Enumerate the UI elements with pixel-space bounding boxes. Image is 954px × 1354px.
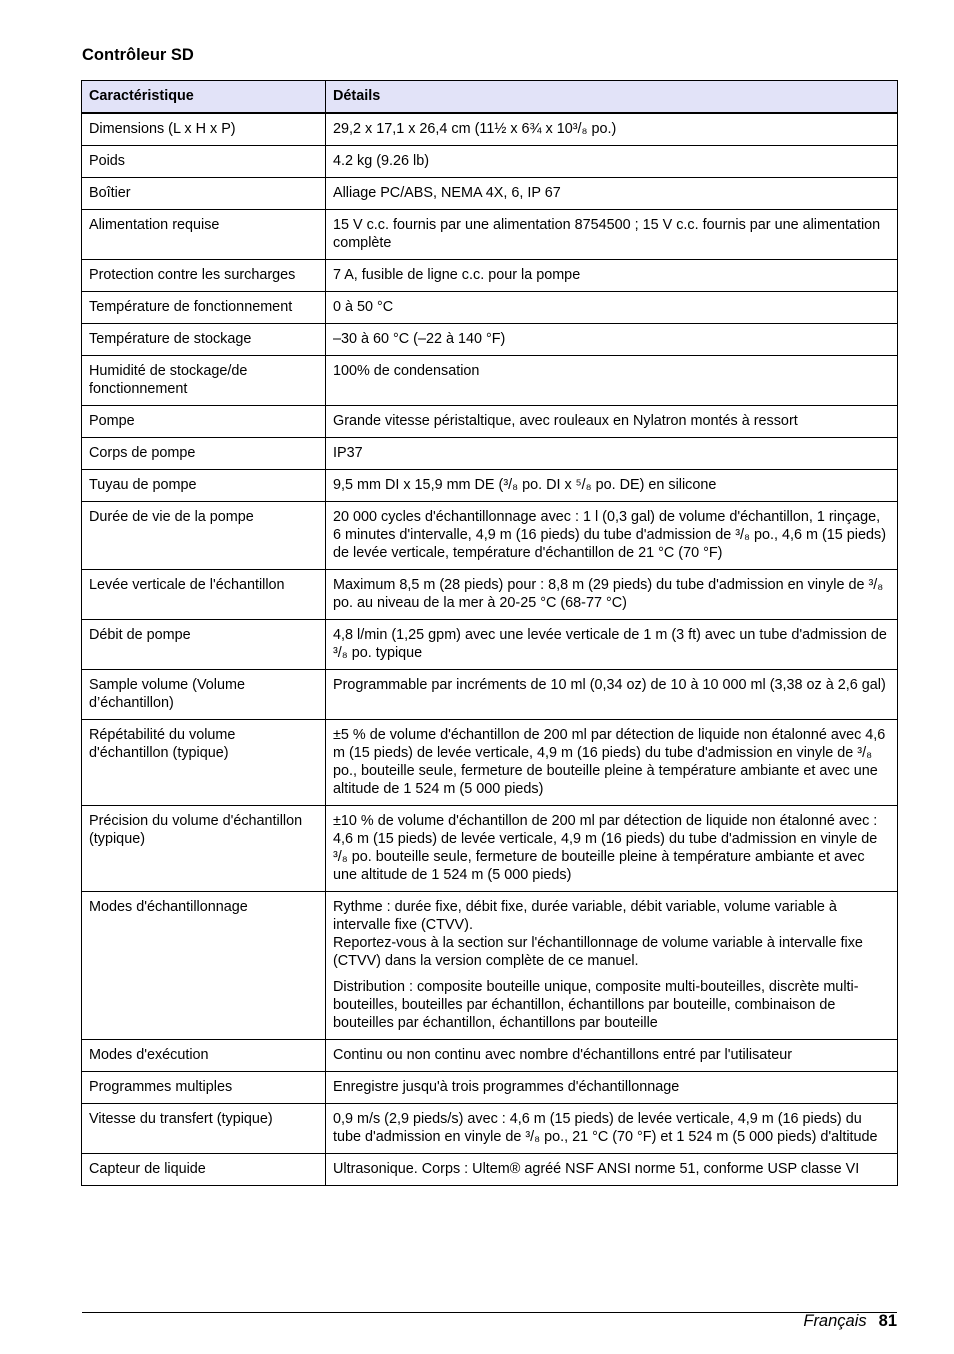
row-label: Poids: [82, 146, 326, 178]
table-row: [82, 670, 898, 720]
row-value: ±5 % de volume d'échantillon de 200 ml par détection de liquide non étalonné avec 4,6 m (15 pieds) de levée verticale, 4,9 m (16 pieds) du tube d'admission en vinyle de ³/₈ po., bouteille seule, fermeture de bouteille pleine à température ambiante et avec une altitude de 1 524 m (5 000 pieds): [326, 720, 898, 806]
row-label: Température de stockage: [82, 324, 326, 356]
row-value: 4.2 kg (9.26 lb): [326, 146, 898, 178]
row-label: Corps de pompe: [82, 438, 326, 470]
row-value: ±10 % de volume d'échantillon de 200 ml par détection de liquide non étalonné avec : 4,6 m (15 pieds) de levée verticale, 4,9 m (16 pieds) du tube d'admission en vinyle de ³/₈ po. bouteille seule, fermeture de bouteille pleine à température ambiante et avec une altitude de 1 524 m (5 000 pieds): [326, 806, 898, 892]
table-row: [82, 470, 898, 502]
table-row: [82, 438, 898, 470]
table-header-row: [82, 81, 898, 114]
row-label: Alimentation requise: [82, 210, 326, 260]
row-value: Grande vitesse péristaltique, avec rouleaux en Nylatron montés à ressort: [326, 406, 898, 438]
row-value: Programmable par incréments de 10 ml (0,34 oz) de 10 à 10 000 ml (3,38 oz à 2,6 gal): [326, 670, 898, 720]
table-row: [82, 146, 898, 178]
row-label: Programmes multiples: [82, 1072, 326, 1104]
table-row: [82, 210, 898, 260]
footer-rule: [82, 1312, 897, 1313]
row-value-line: Reportez-vous à la section sur l'échantillonnage de volume variable à intervalle fixe (CTVV) dans la version complète de ce manuel.: [333, 935, 863, 969]
footer-language: Français: [803, 1312, 867, 1330]
row-value: Continu ou non continu avec nombre d'échantillons entré par l'utilisateur: [326, 1040, 898, 1072]
row-label: Répétabilité du volume d'échantillon (typique): [82, 720, 326, 806]
row-value: 29,2 x 17,1 x 26,4 cm (11½ x 6¾ x 10³/₈ po.): [326, 113, 898, 146]
row-label: Pompe: [82, 406, 326, 438]
row-label: Capteur de liquide: [82, 1154, 326, 1186]
row-label: Vitesse du transfert (typique): [82, 1104, 326, 1154]
row-label: Modes d'échantillonnage: [82, 892, 326, 1040]
spec-table: [81, 80, 898, 1186]
row-value: 20 000 cycles d'échantillonnage avec : 1 l (0,3 gal) de volume d'échantillon, 1 rinçage, 6 minutes d'intervalle, 4,9 m (16 pieds) du tube d'admission de ³/₈ po., 4,6 m (15 pieds) de levée verticale, température d'échantillon de 21 °C (70 °F): [326, 502, 898, 570]
row-value: 0 à 50 °C: [326, 292, 898, 324]
table-row: [82, 570, 898, 620]
row-value: –30 à 60 °C (–22 à 140 °F): [326, 324, 898, 356]
row-label: Débit de pompe: [82, 620, 326, 670]
row-value: 100% de condensation: [326, 356, 898, 406]
row-label: Température de fonctionnement: [82, 292, 326, 324]
table-row: [82, 113, 898, 146]
row-value: 0,9 m/s (2,9 pieds/s) avec : 4,6 m (15 pieds) de levée verticale, 4,9 m (16 pieds) du tube d'admission en vinyle de ³/₈ po., 21 °C (70 °F) et 1 524 m (5 000 pieds) d'altitude: [326, 1104, 898, 1154]
table-row: [82, 620, 898, 670]
row-label: Précision du volume d'échantillon (typique): [82, 806, 326, 892]
row-value: Enregistre jusqu'à trois programmes d'échantillonnage: [326, 1072, 898, 1104]
table-row: [82, 406, 898, 438]
row-label: Dimensions (L x H x P): [82, 113, 326, 146]
row-value: IP37: [326, 438, 898, 470]
row-label: Tuyau de pompe: [82, 470, 326, 502]
table-row: [82, 260, 898, 292]
row-value: Alliage PC/ABS, NEMA 4X, 6, IP 67: [326, 178, 898, 210]
table-row: [82, 1072, 898, 1104]
row-label: Sample volume (Volume d’échantillon): [82, 670, 326, 720]
row-value: 7 A, fusible de ligne c.c. pour la pompe: [326, 260, 898, 292]
table-row: [82, 1154, 898, 1186]
row-label: Boîtier: [82, 178, 326, 210]
table-row: [82, 1040, 898, 1072]
row-value-line: Distribution : composite bouteille unique, composite multi-bouteilles, discrète multi-bouteilles, bouteilles par échantillon, échantillons par bouteille, combinaison de bouteilles par échantillon, échantillons par bouteille: [333, 979, 859, 1031]
row-label: Modes d'exécution: [82, 1040, 326, 1072]
table-row: [82, 720, 898, 806]
table-row: [82, 892, 898, 1040]
table-row: [82, 292, 898, 324]
row-value-line: Rythme : durée fixe, débit fixe, durée variable, débit variable, volume variable à intervalle fixe (CTVV).: [333, 899, 837, 933]
table-row: [82, 806, 898, 892]
row-label: Protection contre les surcharges: [82, 260, 326, 292]
row-value: Ultrasonique. Corps : Ultem® agréé NSF ANSI norme 51, conforme USP classe VI: [326, 1154, 898, 1186]
section-title: Contrôleur SD: [82, 46, 194, 64]
table-row: [82, 324, 898, 356]
table-row: [82, 356, 898, 406]
row-label: Levée verticale de l'échantillon: [82, 570, 326, 620]
column-header-details: Détails: [326, 81, 898, 114]
row-value: 9,5 mm DI x 15,9 mm DE (³/₈ po. DI x ⁵/₈ po. DE) en silicone: [326, 470, 898, 502]
row-value: 4,8 l/min (1,25 gpm) avec une levée verticale de 1 m (3 ft) avec un tube d'admission de ³/₈ po. typique: [326, 620, 898, 670]
column-header-feature: Caractéristique: [82, 81, 326, 114]
row-value: 15 V c.c. fournis par une alimentation 8754500 ; 15 V c.c. fournis par une alimentation complète: [326, 210, 898, 260]
page-number: 81: [878, 1312, 897, 1330]
row-label: Durée de vie de la pompe: [82, 502, 326, 570]
row-value: [326, 892, 898, 1040]
row-label: Humidité de stockage/de fonctionnement: [82, 356, 326, 406]
table-row: [82, 1104, 898, 1154]
page-footer: [803, 1312, 897, 1331]
table-row: [82, 502, 898, 570]
table-row: [82, 178, 898, 210]
row-value: Maximum 8,5 m (28 pieds) pour : 8,8 m (29 pieds) du tube d'admission en vinyle de ³/₈ po. au niveau de la mer à 20-25 °C (68-77 °C): [326, 570, 898, 620]
